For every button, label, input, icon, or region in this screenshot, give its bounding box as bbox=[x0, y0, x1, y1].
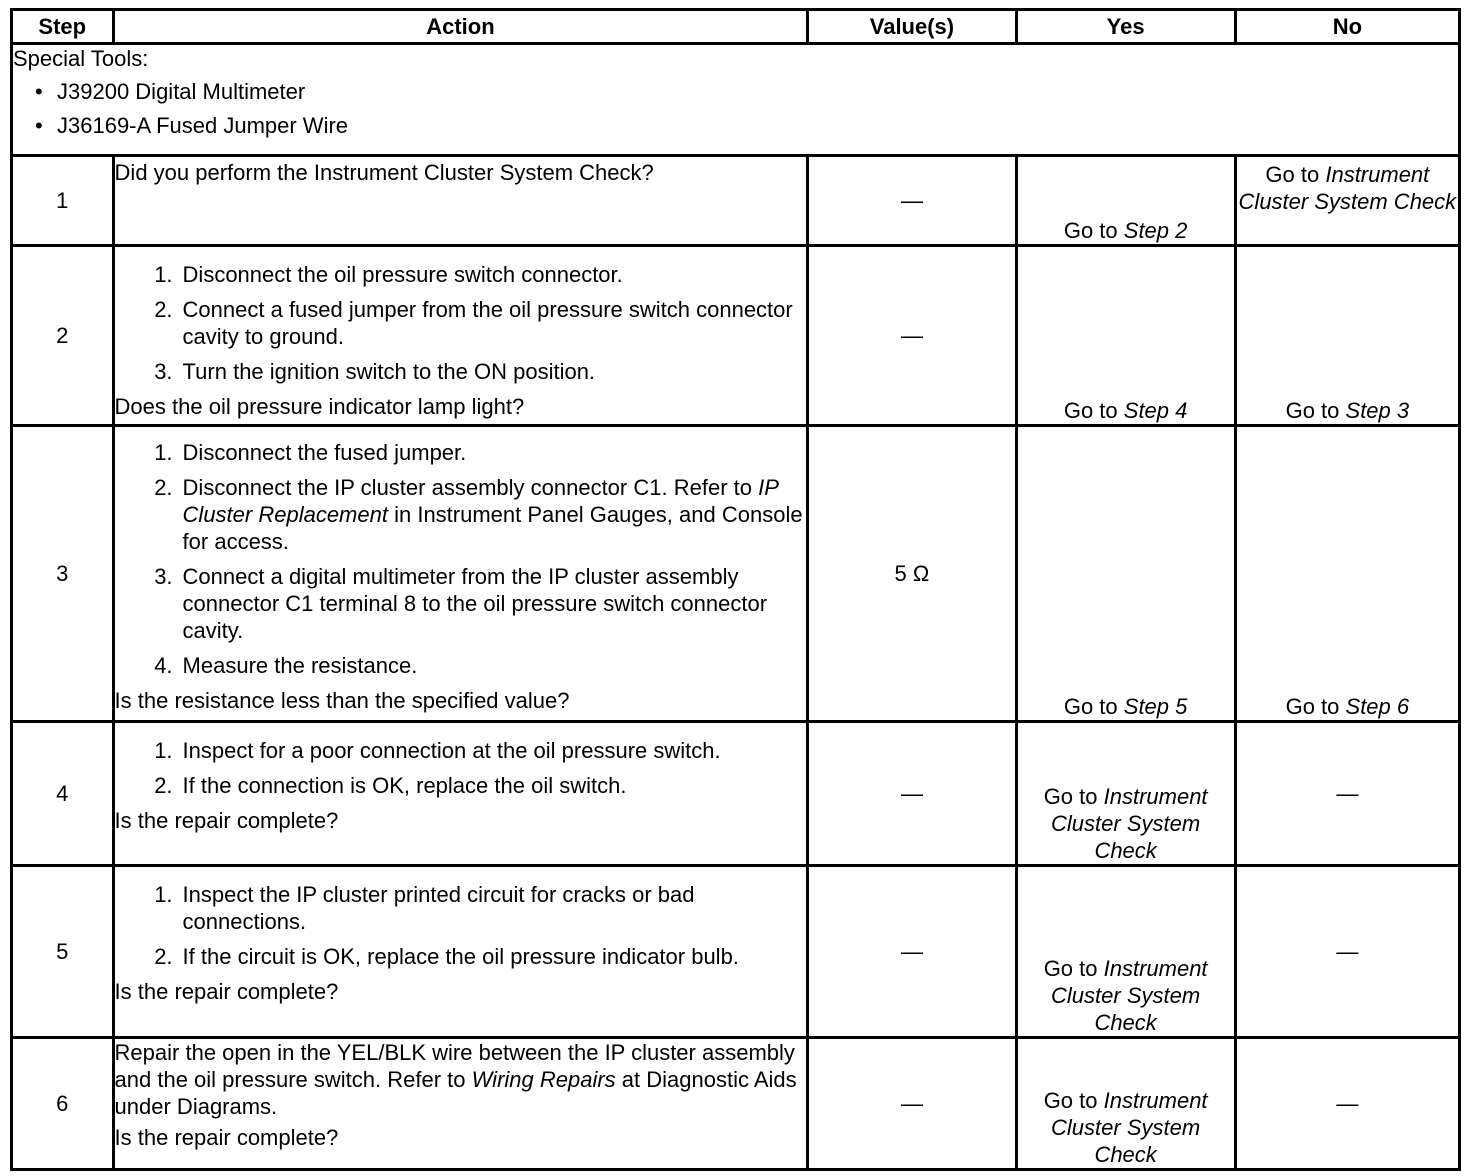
action-item: 2. Connect a fused jumper from the oil pressure switch connector cavity to ground. bbox=[154, 297, 793, 349]
header-action: Action bbox=[113, 10, 808, 44]
action-question: Is the resistance less than the specified value? bbox=[114, 688, 570, 713]
no-cell: Go to Step 6 bbox=[1235, 426, 1459, 722]
step-number: 1 bbox=[12, 156, 114, 246]
step-link[interactable]: Step 2 bbox=[1123, 218, 1188, 243]
action-cell bbox=[113, 426, 808, 722]
action-item: 3. Turn the ignition switch to the ON position. bbox=[154, 359, 596, 384]
action-item: 2. If the connection is OK, replace the oil switch. bbox=[154, 773, 627, 798]
no-cell: Go to Instrument Cluster System Check bbox=[1235, 156, 1459, 246]
action-cell bbox=[113, 722, 808, 866]
step-link[interactable]: Step 6 bbox=[1345, 694, 1410, 719]
yes-cell: Go to Instrument Cluster System Check bbox=[1016, 1038, 1235, 1170]
header-values: Value(s) bbox=[808, 10, 1016, 44]
system-check-link[interactable]: Instrument Cluster System Check bbox=[1051, 1088, 1208, 1167]
action-question: Is the repair complete? bbox=[114, 808, 339, 833]
wiring-repairs-link[interactable]: Wiring Repairs bbox=[471, 1067, 616, 1092]
header-step: Step bbox=[12, 10, 114, 44]
action-item: 1. Disconnect the fused jumper. bbox=[154, 440, 467, 465]
special-tool-item: • J36169-A Fused Jumper Wire bbox=[35, 113, 349, 138]
table-row bbox=[12, 1038, 1460, 1170]
action-question: Is the repair complete? bbox=[114, 1125, 339, 1150]
action-question: Did you perform the Instrument Cluster System Check? bbox=[114, 160, 654, 185]
header-row bbox=[12, 10, 1460, 44]
yes-cell: Go to Instrument Cluster System Check bbox=[1016, 866, 1235, 1038]
action-item: 2. If the circuit is OK, replace the oil pressure indicator bulb. bbox=[154, 944, 739, 969]
step-link[interactable]: Step 3 bbox=[1345, 398, 1410, 423]
table-row bbox=[12, 426, 1460, 722]
action-cell bbox=[113, 246, 808, 426]
table-row bbox=[12, 156, 1460, 246]
yes-cell: Go to Step 2 bbox=[1016, 156, 1235, 246]
header-yes: Yes bbox=[1016, 10, 1235, 44]
step-link[interactable]: Step 4 bbox=[1123, 398, 1188, 423]
action-cell bbox=[113, 1038, 808, 1170]
action-item: 4. Measure the resistance. bbox=[154, 653, 418, 678]
no-cell: — bbox=[1235, 1038, 1459, 1170]
step-number: 6 bbox=[12, 1038, 114, 1170]
action-cell bbox=[113, 156, 808, 246]
value-cell: 5 Ω bbox=[808, 426, 1016, 722]
no-cell: — bbox=[1235, 866, 1459, 1038]
step-link[interactable]: Step 5 bbox=[1123, 694, 1188, 719]
no-cell: — bbox=[1235, 722, 1459, 866]
table-row bbox=[12, 866, 1460, 1038]
action-item: 1. Inspect for a poor connection at the oil pressure switch. bbox=[154, 738, 721, 763]
yes-cell: Go to Step 4 bbox=[1016, 246, 1235, 426]
action-question: Does the oil pressure indicator lamp light? bbox=[114, 394, 525, 419]
action-item: 1. Inspect the IP cluster printed circuit for cracks or bad connections. bbox=[154, 882, 695, 934]
action-item: 3. Connect a digital multimeter from the IP cluster assembly connector C1 terminal 8 to the oil pressure switch connector cavity. bbox=[154, 564, 768, 643]
value-cell: — bbox=[808, 246, 1016, 426]
system-check-link[interactable]: Instrument Cluster System Check bbox=[1051, 956, 1208, 1035]
action-item: 1. Disconnect the oil pressure switch connector. bbox=[154, 262, 623, 287]
table-row bbox=[12, 722, 1460, 866]
no-cell: Go to Step 3 bbox=[1235, 246, 1459, 426]
value-cell: — bbox=[808, 722, 1016, 866]
system-check-link[interactable]: Instrument Cluster System Check bbox=[1238, 162, 1457, 214]
yes-cell: Go to Step 5 bbox=[1016, 426, 1235, 722]
step-number: 2 bbox=[12, 246, 114, 426]
table-row bbox=[12, 246, 1460, 426]
diagnostic-table bbox=[10, 8, 1461, 1171]
value-cell: — bbox=[808, 1038, 1016, 1170]
special-tool-item: • J39200 Digital Multimeter bbox=[35, 79, 306, 104]
value-cell: — bbox=[808, 156, 1016, 246]
yes-cell: Go to Instrument Cluster System Check bbox=[1016, 722, 1235, 866]
header-no: No bbox=[1235, 10, 1459, 44]
step-number: 5 bbox=[12, 866, 114, 1038]
system-check-link[interactable]: Instrument Cluster System Check bbox=[1051, 784, 1208, 863]
special-tools-row bbox=[12, 44, 1460, 156]
value-cell: — bbox=[808, 866, 1016, 1038]
action-cell bbox=[113, 866, 808, 1038]
action-item: 2. Disconnect the IP cluster assembly connector C1. Refer to IP Cluster Replacement in Instrument Panel Gauges, and Console for access. bbox=[154, 475, 803, 554]
step-number: 3 bbox=[12, 426, 114, 722]
step-number: 4 bbox=[12, 722, 114, 866]
special-tools-cell bbox=[12, 44, 1460, 156]
special-tools-title: Special Tools: bbox=[13, 46, 149, 71]
action-question: Is the repair complete? bbox=[114, 979, 339, 1004]
cluster-replacement-link[interactable]: IP Cluster Replacement bbox=[182, 475, 779, 527]
action-text: Repair the open in the YEL/BLK wire between the IP cluster assembly and the oil pressure switch. Refer to Wiring Repairs at Diagnostic Aids under Diagrams. bbox=[114, 1040, 797, 1119]
